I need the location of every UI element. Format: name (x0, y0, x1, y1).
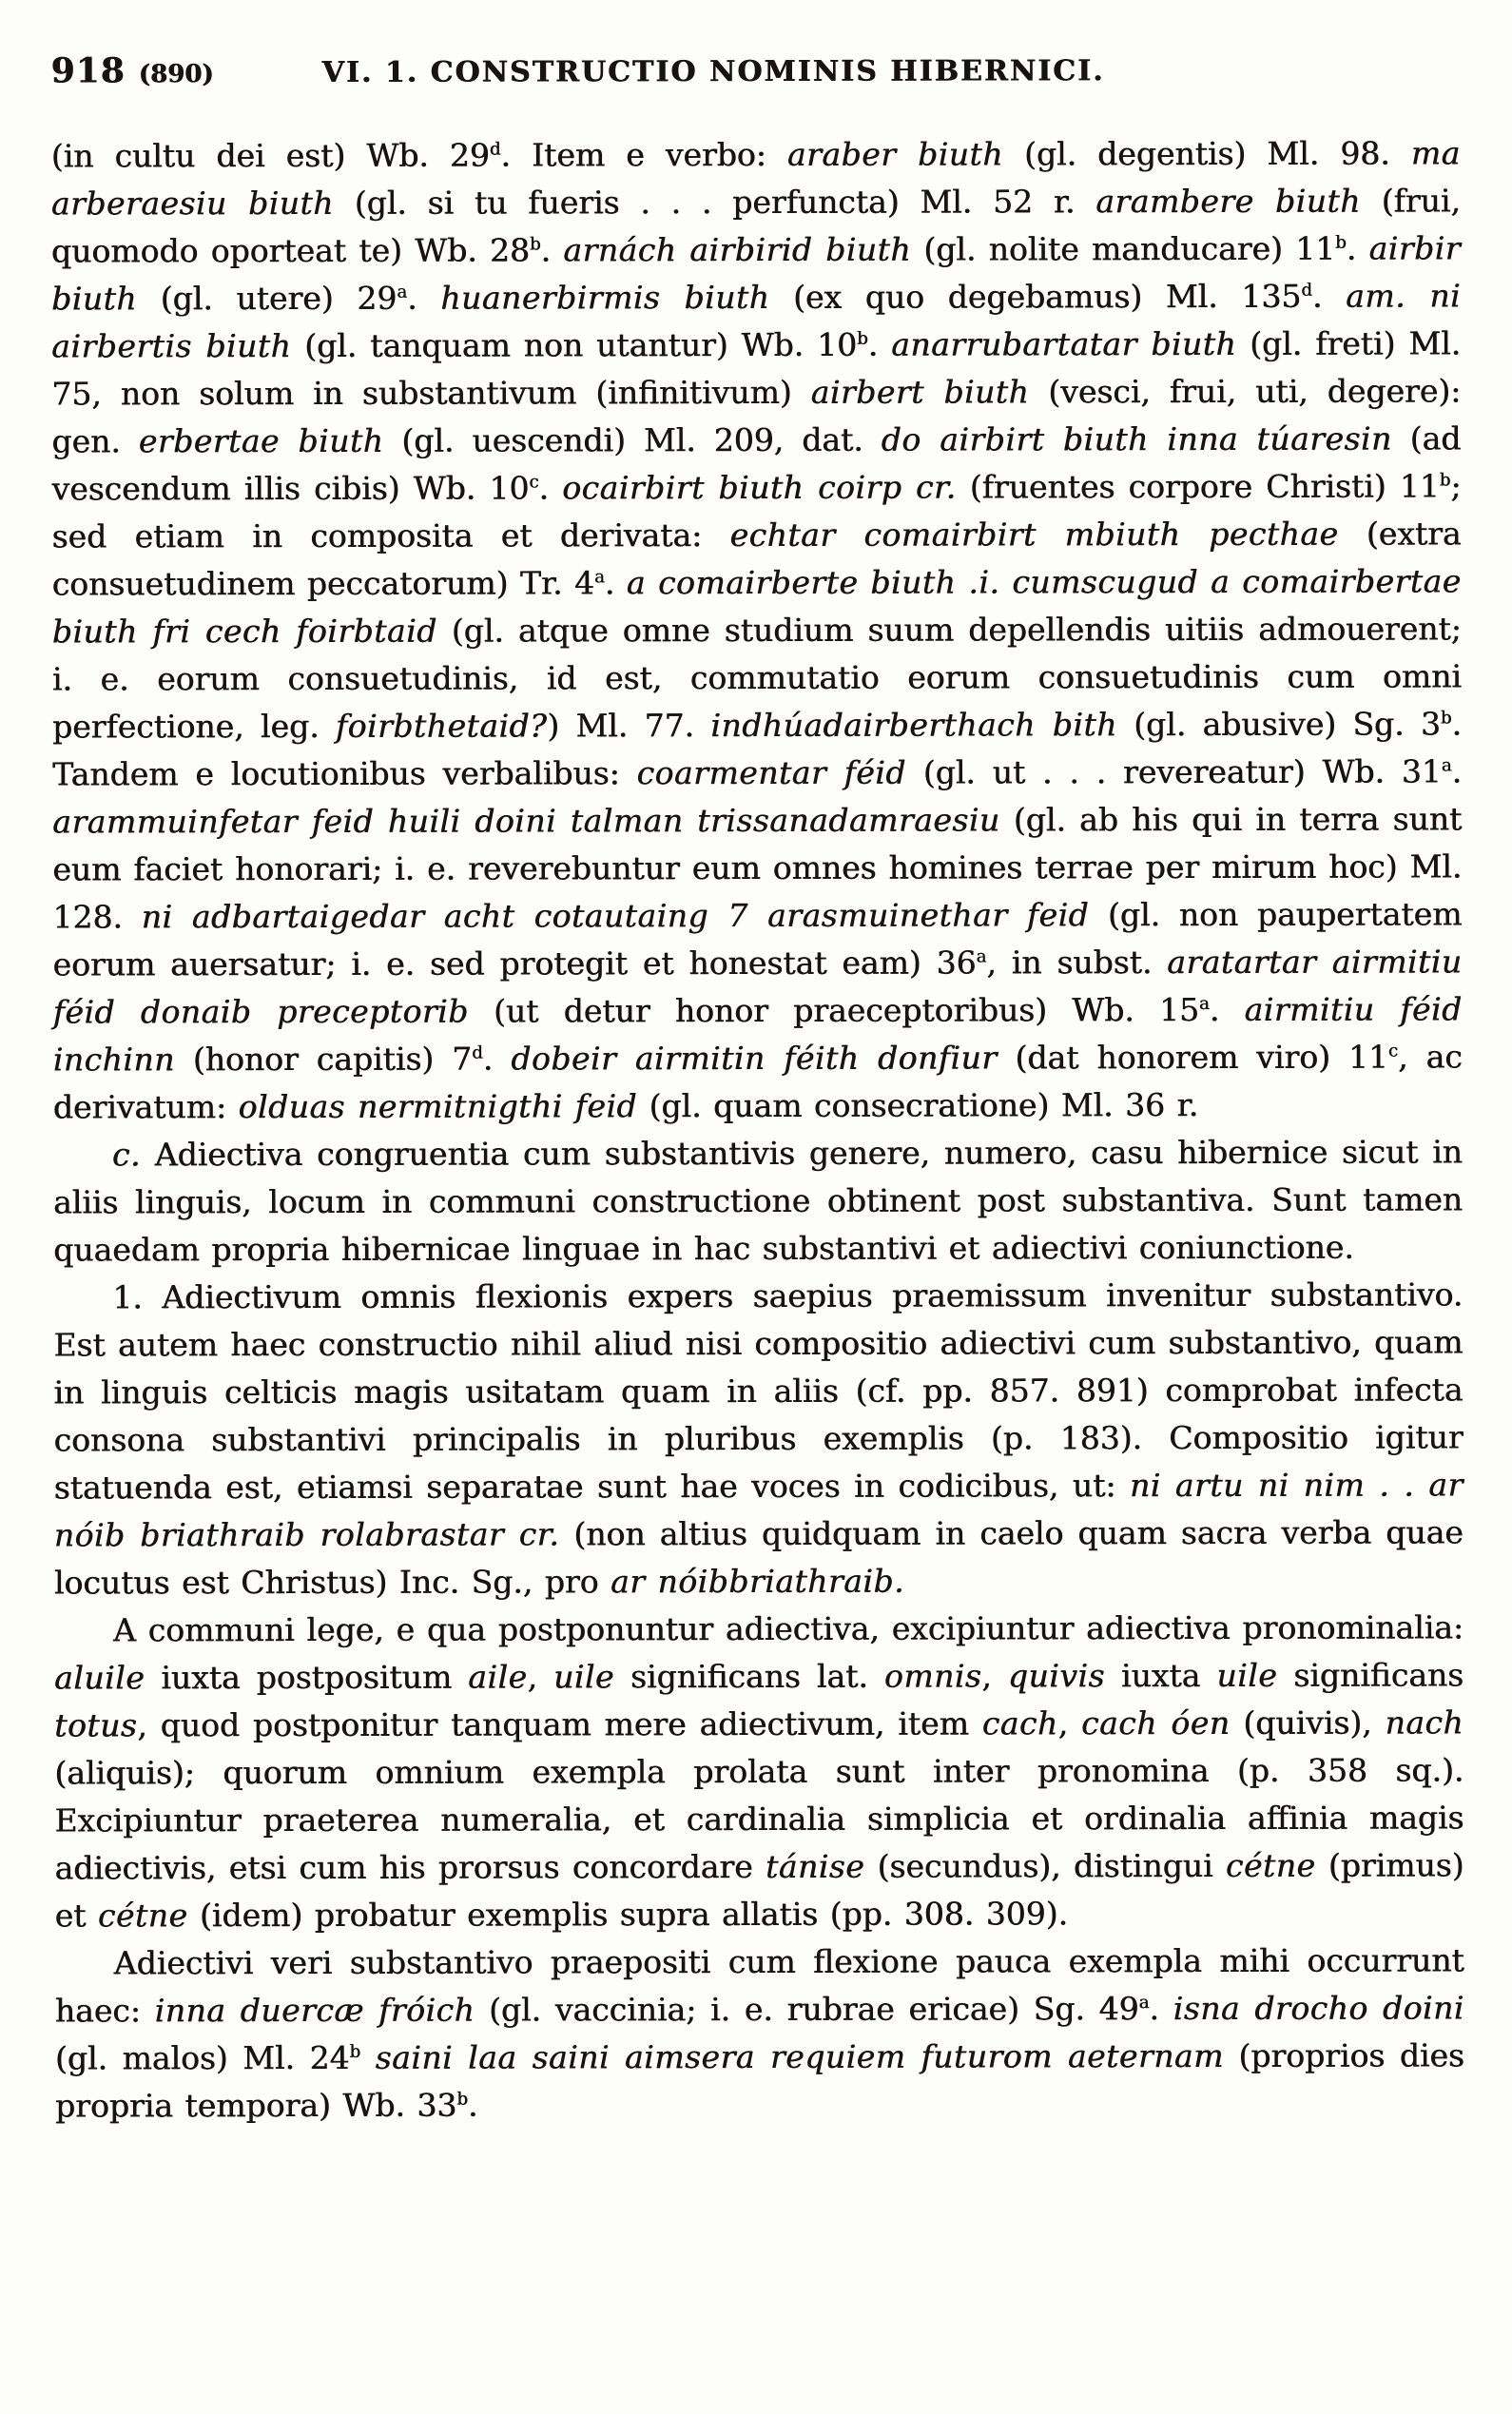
page-number: 918 (50, 50, 126, 91)
paragraph-4: A communi lege, e qua postponuntur adiectiva, excipiuntur adiectiva pronominalia: aluile iuxta postpositum aile, uile significans lat. omnis, quivis iuxta uile significans totus, quod postponitur tanquam mere adiectivum, item cach, cach óen (quivis), nach (aliquis); quorum omnium exempla prolata sunt inter pronomina (p. 358 sq.). Excipiuntur praeterea numeralia, et cardinalia simplicia et ordinalia affinia magis adiectivis, etsi cum his prorsus concordare tánise (secundus), distingui cétne (primus) et cétne (idem) probatur exemplis supra allatis (pp. 308. 309). (53, 1608, 1464, 1935)
paragraph-2: c. Adiectiva congruentia cum substantivis genere, numero, casu hibernice sicut in aliis linguis, locum in communi constructione obtinent post substantiva. Sunt tamen quaedam propria hibernicae linguae in hac substantivi et adiectivi coniunctione. (52, 1133, 1464, 1269)
text-body (51, 129, 1464, 2130)
page-number-alt: (890) (138, 60, 214, 89)
paragraph-1: (in cultu dei est) Wb. 29$^d$. Item e verbo: araber biuth (gl. degentis) Ml. 98. ma arberaesiu biuth (gl. si tu fueris . . . perfuncta) Ml. 52 r. arambere biuth (frui, quomodo oporteat te) Wb. 28$^b$. arnách airbirid biuth (gl. nolite manducare) 11$^b$. airbir biuth (gl. utere) 29$^a$. huanerbirmis biuth (ex quo degebamus) Ml. 135$^d$. am. ni airbertis biuth (gl. tanquam non utantur) Wb. 10$^b$. anarrubartatar biuth (gl. freti) Ml. 75, non solum in substantivum (infinitivum) airbert biuth (vesci, frui, uti, degere): gen. erbertae biuth (gl. uescendi) Ml. 209, dat. do airbirt biuth inna túaresin (ad vescendum illis cibis) Wb. 10$^c$. ocairbirt biuth coirp cr. (fruentes corpore Christi) 11$^b$; sed etiam in composita et derivata: echtar comairbirt mbiuth pecthae (extra consuetudinem peccatorum) Tr. 4$^a$. a comairberte biuth .i. cumscugud a comairbertae biuth fri cech foirbtaid (gl. atque omne studium suum depellendis uitiis admouerent; i. e. eorum consuetudinis, id est, commutatio eorum consuetudinis cum omni perfectione, leg. foirbthetaid?) Ml. 77. indhúadairberthach bith (gl. abusive) Sg. 3$^b$. Tandem e locutionibus verbalibus: coarmentar féid (gl. ut . . . revereatur) Wb. 31$^a$. arammuinfetar feid huili doini talman trissanadamraesiu (gl. ab his qui in terra sunt eum faciet honorari; i. e. reverebuntur eum omnes homines terrae per mirum hoc) Ml. 128. ni adbartaigedar acht cotautaing 7 arasmuinethar feid (gl. non paupertatem eorum auersatur; i. e. sed protegit et honestat eam) 36$^a$, in subst. aratartar airmitiu féid donaib preceptorib (ut detur honor praeceptoribus) Wb. 15$^a$. airmitiu féid inchinn (honor capitis) 7$^d$. dobeir airmitin féith donfiur (dat honorem viro) 11$^c$, ac derivatum: olduas nermitnigthi feid (gl. quam consecratione) Ml. 36 r. (50, 134, 1463, 1126)
page-header (50, 48, 1460, 90)
paragraph-3: 1. Adiectivum omnis flexionis expers saepius praemissum invenitur substantivo. Est autem haec constructio nihil aliud nisi compositio adiectivi cum substantivo, quam in linguis celticis magis usitatam quam in aliis (cf. pp. 857. 891) comprobat infecta consona substantivi principalis in pluribus exemplis (p. 183). Compositio igitur statuenda est, etiamsi separatae sunt hae voces in codicibus, ut: ni artu ni nim . . ar nóib briathraib rolabrastar cr. (non altius quidquam in caelo quam sacra verba quae locutus est Christus) Inc. Sg., pro ar nóibbriathraib. (53, 1275, 1464, 1602)
paragraph-5: Adiectivi veri substantivo praepositi cum flexione pauca exempla mihi occurrunt haec: inna duercæ fróich (gl. vaccinia; i. e. rubrae ericae) Sg. 49$^a$. isna drocho doini (gl. malos) Ml. 24$^b$ saini laa saini aimsera requiem futurom aeternam (proprios dies propria tempora) Wb. 33$^b$. (54, 1941, 1464, 2125)
running-title: VI. 1. CONSTRUCTIO NOMINIS HIBERNICI. (321, 54, 1105, 89)
